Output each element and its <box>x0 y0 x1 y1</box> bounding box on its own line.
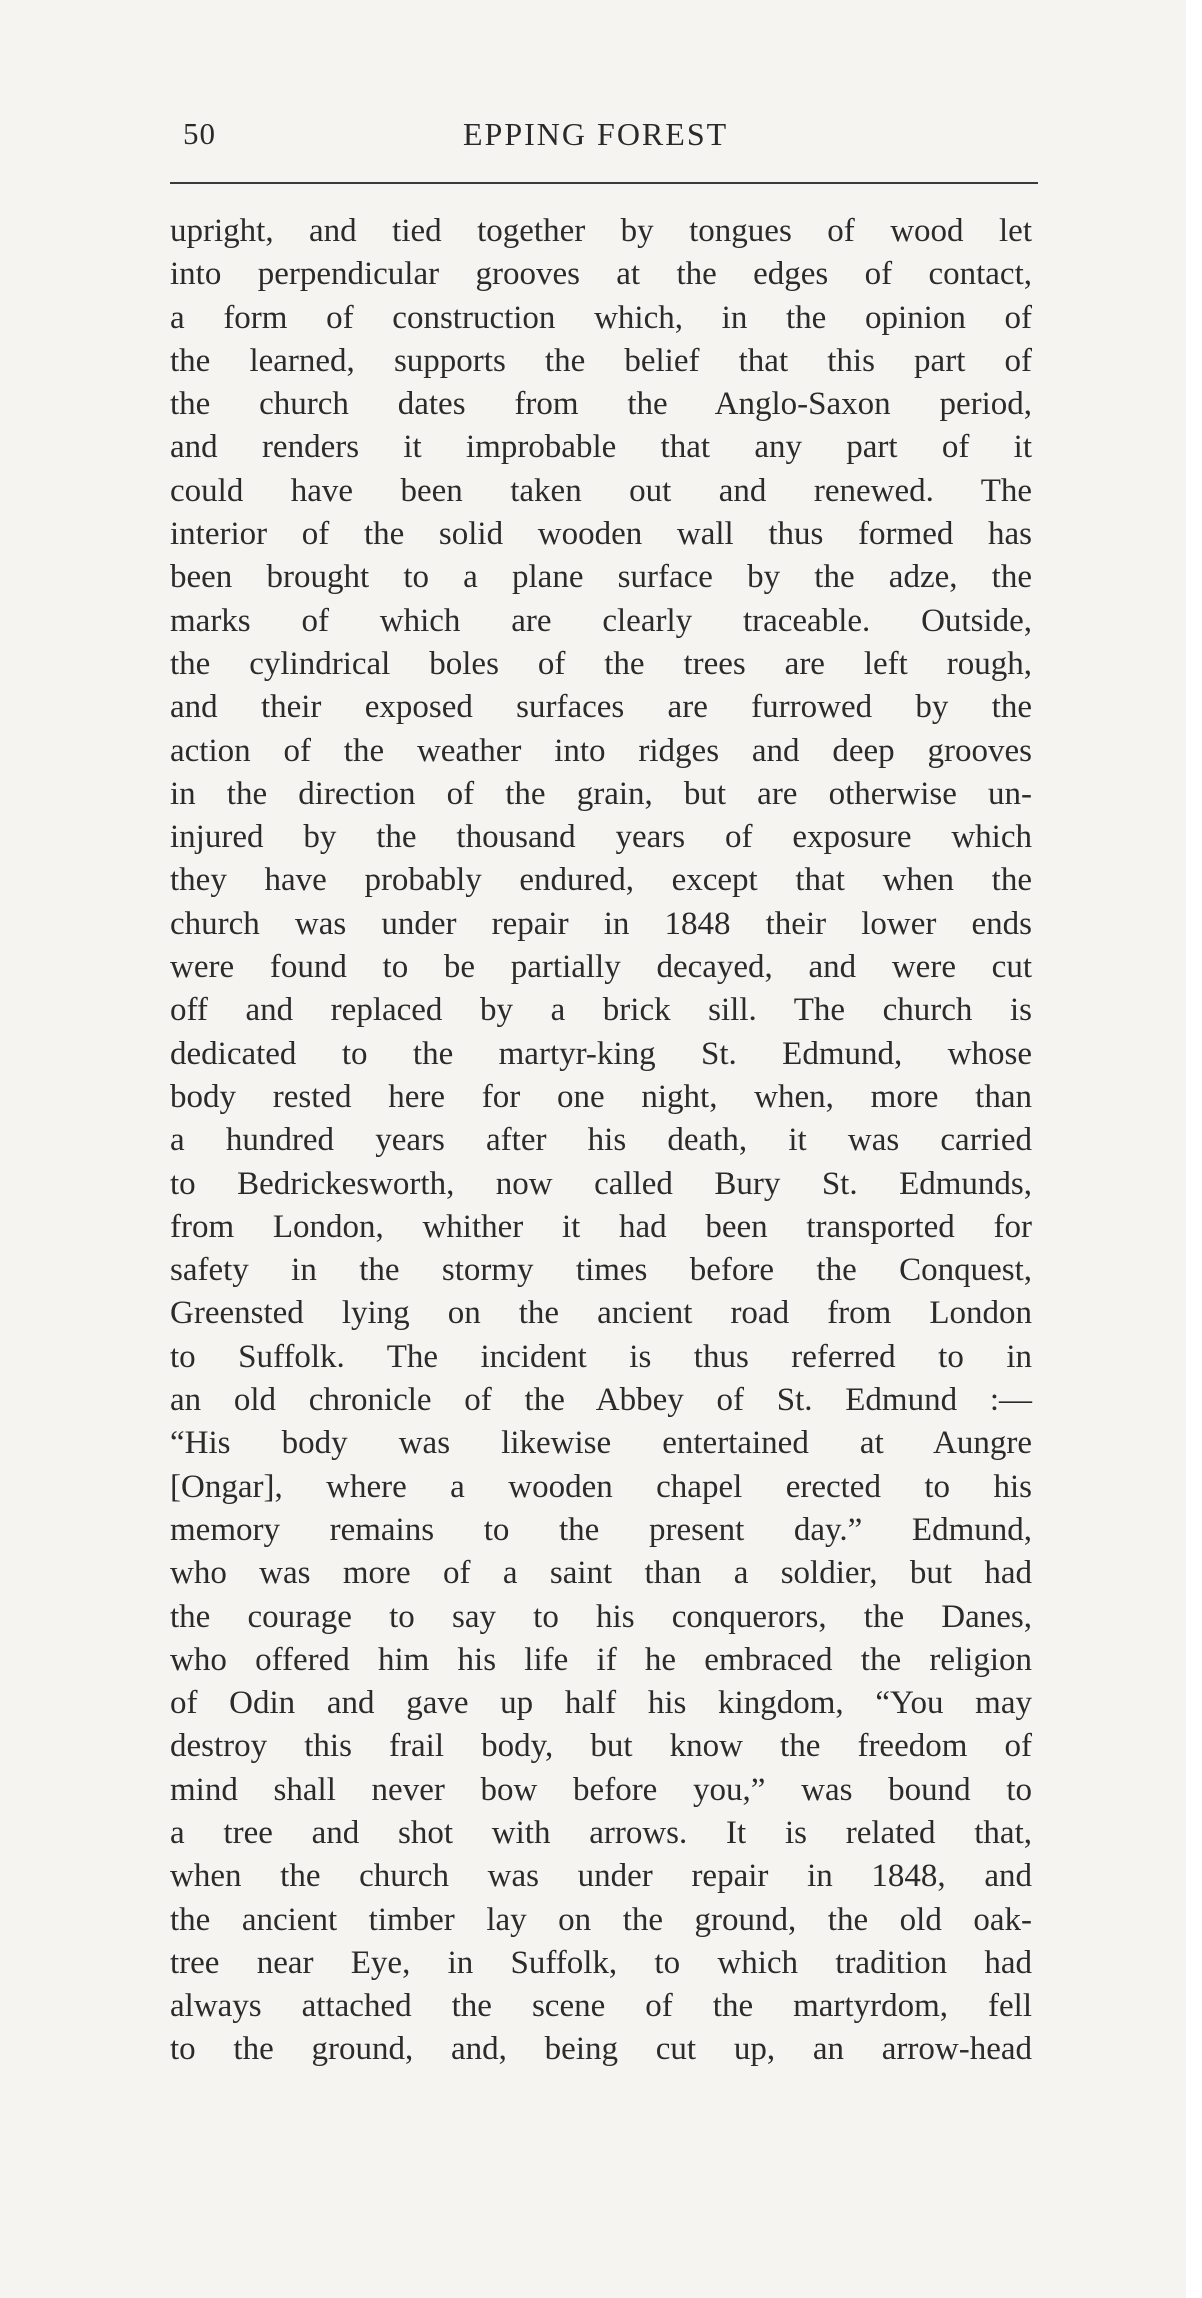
text-line: in the direction of the grain, but are otherwise un- <box>170 775 1032 812</box>
page-margin <box>1186 0 1202 2298</box>
text-line: dedicated to the martyr-king St. Edmund, whose <box>170 1035 1032 1072</box>
text-line: who was more of a saint than a soldier, but had <box>170 1555 1032 1592</box>
text-line: and their exposed surfaces are furrowed by the <box>170 689 1032 726</box>
text-line: of Odin and gave up half his kingdom, “You may <box>170 1685 1032 1722</box>
text-line: into perpendicular grooves at the edges of contact, <box>170 256 1032 293</box>
text-line: the church dates from the Anglo-Saxon period, <box>170 386 1032 423</box>
text-line: they have probably endured, except that when the <box>170 862 1032 899</box>
body-text <box>170 210 1032 2072</box>
text-line: destroy this frail body, but know the freedom of <box>170 1728 1032 1765</box>
text-line: a tree and shot with arrows. It is related that, <box>170 1814 1032 1851</box>
text-line: a form of construction which, in the opinion of <box>170 299 1032 336</box>
text-line: injured by the thousand years of exposure which <box>170 819 1032 856</box>
text-line: interior of the solid wooden wall thus formed has <box>170 516 1032 553</box>
text-line: action of the weather into ridges and deep grooves <box>170 732 1032 769</box>
running-head <box>175 116 1035 160</box>
text-line: to the ground, and, being cut up, an arrow-head <box>170 2031 1032 2068</box>
text-line: mind shall never bow before you,” was bound to <box>170 1771 1032 1808</box>
text-line: from London, whither it had been transported for <box>170 1208 1032 1245</box>
text-line: church was under repair in 1848 their lower ends <box>170 905 1032 942</box>
header-rule <box>170 182 1038 184</box>
text-line: body rested here for one night, when, more than <box>170 1078 1032 1115</box>
text-line: [Ongar], where a wooden chapel erected to his <box>170 1468 1032 1505</box>
text-line: marks of which are clearly traceable. Outside, <box>170 602 1032 639</box>
text-line: to Bedrickesworth, now called Bury St. Edmunds, <box>170 1165 1032 1202</box>
page-number: 50 <box>183 116 216 151</box>
text-line: upright, and tied together by tongues of wood let <box>170 213 1032 249</box>
text-line: when the church was under repair in 1848, and <box>170 1858 1032 1895</box>
text-line: been brought to a plane surface by the adze, the <box>170 559 1032 596</box>
text-line: were found to be partially decayed, and were cut <box>170 949 1032 986</box>
text-line: a hundred years after his death, it was carried <box>170 1122 1032 1159</box>
text-line: the courage to say to his conquerors, the Danes, <box>170 1598 1032 1635</box>
text-line: off and replaced by a brick sill. The church is <box>170 992 1032 1029</box>
text-line: an old chronicle of the Abbey of St. Edmund :— <box>170 1382 1032 1419</box>
running-title: EPPING FOREST <box>463 116 729 152</box>
text-line: to Suffolk. The incident is thus referred to in <box>170 1338 1032 1375</box>
text-line: safety in the stormy times before the Conquest, <box>170 1252 1032 1289</box>
text-line: memory remains to the present day.” Edmund, <box>170 1511 1032 1548</box>
text-line: the learned, supports the belief that this part of <box>170 342 1032 379</box>
text-line: the cylindrical boles of the trees are left rough, <box>170 645 1032 682</box>
text-line: tree near Eye, in Suffolk, to which tradition had <box>170 1944 1032 1981</box>
text-line: the ancient timber lay on the ground, the old oak- <box>170 1901 1032 1938</box>
text-line: could have been taken out and renewed. The <box>170 472 1032 509</box>
text-line: always attached the scene of the martyrdom, fell <box>170 1988 1032 2025</box>
text-line: and renders it improbable that any part of it <box>170 429 1032 466</box>
text-line: “His body was likewise entertained at Aungre <box>170 1425 1032 1462</box>
text-line: Greensted lying on the ancient road from London <box>170 1295 1032 1332</box>
text-line: who offered him his life if he embraced the religion <box>170 1641 1032 1678</box>
